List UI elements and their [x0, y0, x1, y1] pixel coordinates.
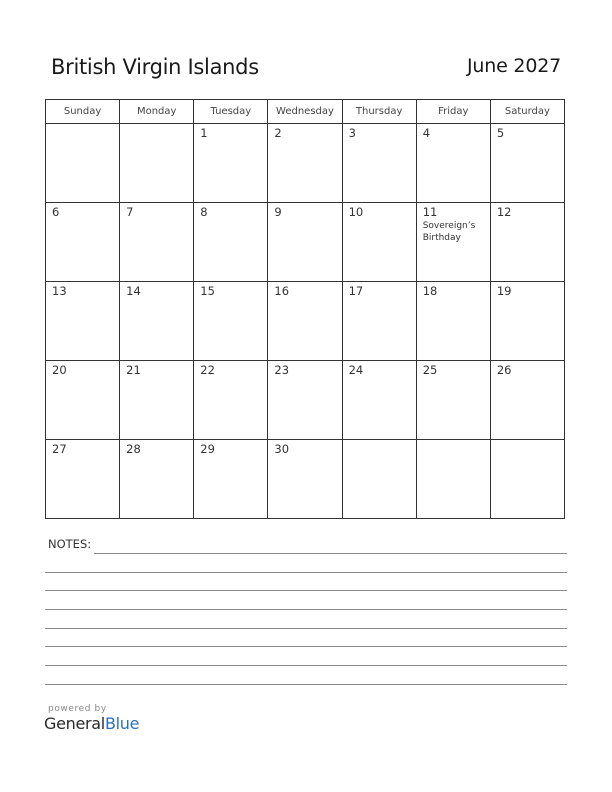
- day-number: 25: [422, 363, 438, 377]
- brand-name: [44, 714, 139, 733]
- week-row: [46, 203, 565, 282]
- day-number: 11: [422, 205, 438, 219]
- day-number: 6: [52, 205, 60, 219]
- day-cell: [490, 124, 564, 203]
- day-cell: [342, 282, 416, 361]
- day-cell: [268, 440, 342, 519]
- day-number: 28: [126, 442, 141, 456]
- month-calendar-grid: [45, 99, 565, 519]
- day-cell: [46, 203, 120, 282]
- weekday-header-row: [46, 100, 565, 124]
- day-cell: [194, 361, 268, 440]
- day-cell: [268, 203, 342, 282]
- day-number: 22: [200, 363, 215, 377]
- day-cell: [490, 203, 564, 282]
- week-row: [46, 124, 565, 203]
- empty-day-cell: [490, 440, 564, 519]
- day-cell: [268, 282, 342, 361]
- day-cell: [342, 203, 416, 282]
- day-number: 21: [126, 363, 141, 377]
- day-number: 10: [348, 205, 364, 219]
- powered-by-text: powered by: [48, 704, 107, 714]
- day-number: 29: [200, 442, 215, 456]
- notes-line: [45, 572, 567, 573]
- day-cell: [194, 203, 268, 282]
- generalblue-logo: [44, 704, 139, 733]
- day-cell: [490, 361, 564, 440]
- brand-general: General: [44, 714, 105, 733]
- day-number: 5: [496, 126, 505, 140]
- day-number: 4: [422, 126, 431, 140]
- holiday-label: Sovereign’s: [422, 221, 476, 231]
- weekday-header: Tuesday: [194, 100, 268, 124]
- holiday-label: Birthday: [422, 233, 461, 243]
- day-cell: [120, 361, 194, 440]
- day-number: 12: [496, 205, 512, 219]
- notes-line: [45, 646, 567, 647]
- day-number: 23: [274, 363, 290, 377]
- day-number: 9: [274, 205, 282, 219]
- day-cell: [416, 203, 490, 282]
- week-row: [46, 361, 565, 440]
- brand-blue: Blue: [104, 714, 140, 733]
- day-number: 1: [200, 126, 208, 140]
- day-number: 17: [348, 284, 364, 298]
- notes-line: [45, 665, 567, 666]
- weekday-header: Saturday: [490, 100, 564, 124]
- empty-day-cell: [120, 124, 194, 203]
- day-number: 14: [126, 284, 141, 298]
- week-row: [46, 440, 565, 519]
- day-cell: [46, 282, 120, 361]
- day-cell: [416, 361, 490, 440]
- month-year-label: June 2027: [467, 55, 561, 77]
- day-cell: [194, 282, 268, 361]
- day-cell: [342, 361, 416, 440]
- day-number: 2: [274, 126, 282, 140]
- weekday-header: Wednesday: [268, 100, 342, 124]
- day-number: 18: [422, 284, 438, 298]
- day-cell: [194, 440, 268, 519]
- day-cell: [120, 282, 194, 361]
- day-number: 16: [274, 284, 290, 298]
- empty-day-cell: [46, 124, 120, 203]
- notes-line: [94, 553, 567, 554]
- notes-line: [45, 609, 567, 610]
- day-number: 13: [52, 284, 67, 298]
- day-cell: [416, 282, 490, 361]
- day-number: 15: [200, 284, 215, 298]
- notes-line: [45, 590, 567, 591]
- day-cell: [120, 203, 194, 282]
- day-cell: [342, 124, 416, 203]
- day-number: 20: [52, 363, 67, 377]
- weekday-header: Monday: [120, 100, 194, 124]
- empty-day-cell: [342, 440, 416, 519]
- day-number: 27: [52, 442, 67, 456]
- notes-label: NOTES:: [48, 537, 92, 551]
- empty-day-cell: [416, 440, 490, 519]
- day-cell: [46, 361, 120, 440]
- notes-line: [45, 684, 567, 685]
- day-number: 7: [126, 205, 134, 219]
- day-number: 30: [274, 442, 290, 456]
- day-cell: [416, 124, 490, 203]
- day-number: 24: [348, 363, 364, 377]
- day-number: 3: [348, 126, 356, 140]
- day-cell: [268, 124, 342, 203]
- day-number: 26: [496, 363, 512, 377]
- weekday-header: Thursday: [342, 100, 416, 124]
- calendar-title: British Virgin Islands: [51, 55, 259, 79]
- notes-line: [45, 628, 567, 629]
- day-number: 8: [200, 205, 208, 219]
- day-cell: [120, 440, 194, 519]
- weekday-header: Sunday: [46, 100, 120, 124]
- weekday-header: Friday: [416, 100, 490, 124]
- day-cell: [194, 124, 268, 203]
- day-cell: [268, 361, 342, 440]
- day-number: 19: [496, 284, 512, 298]
- day-cell: [46, 440, 120, 519]
- day-cell: [490, 282, 564, 361]
- week-row: [46, 282, 565, 361]
